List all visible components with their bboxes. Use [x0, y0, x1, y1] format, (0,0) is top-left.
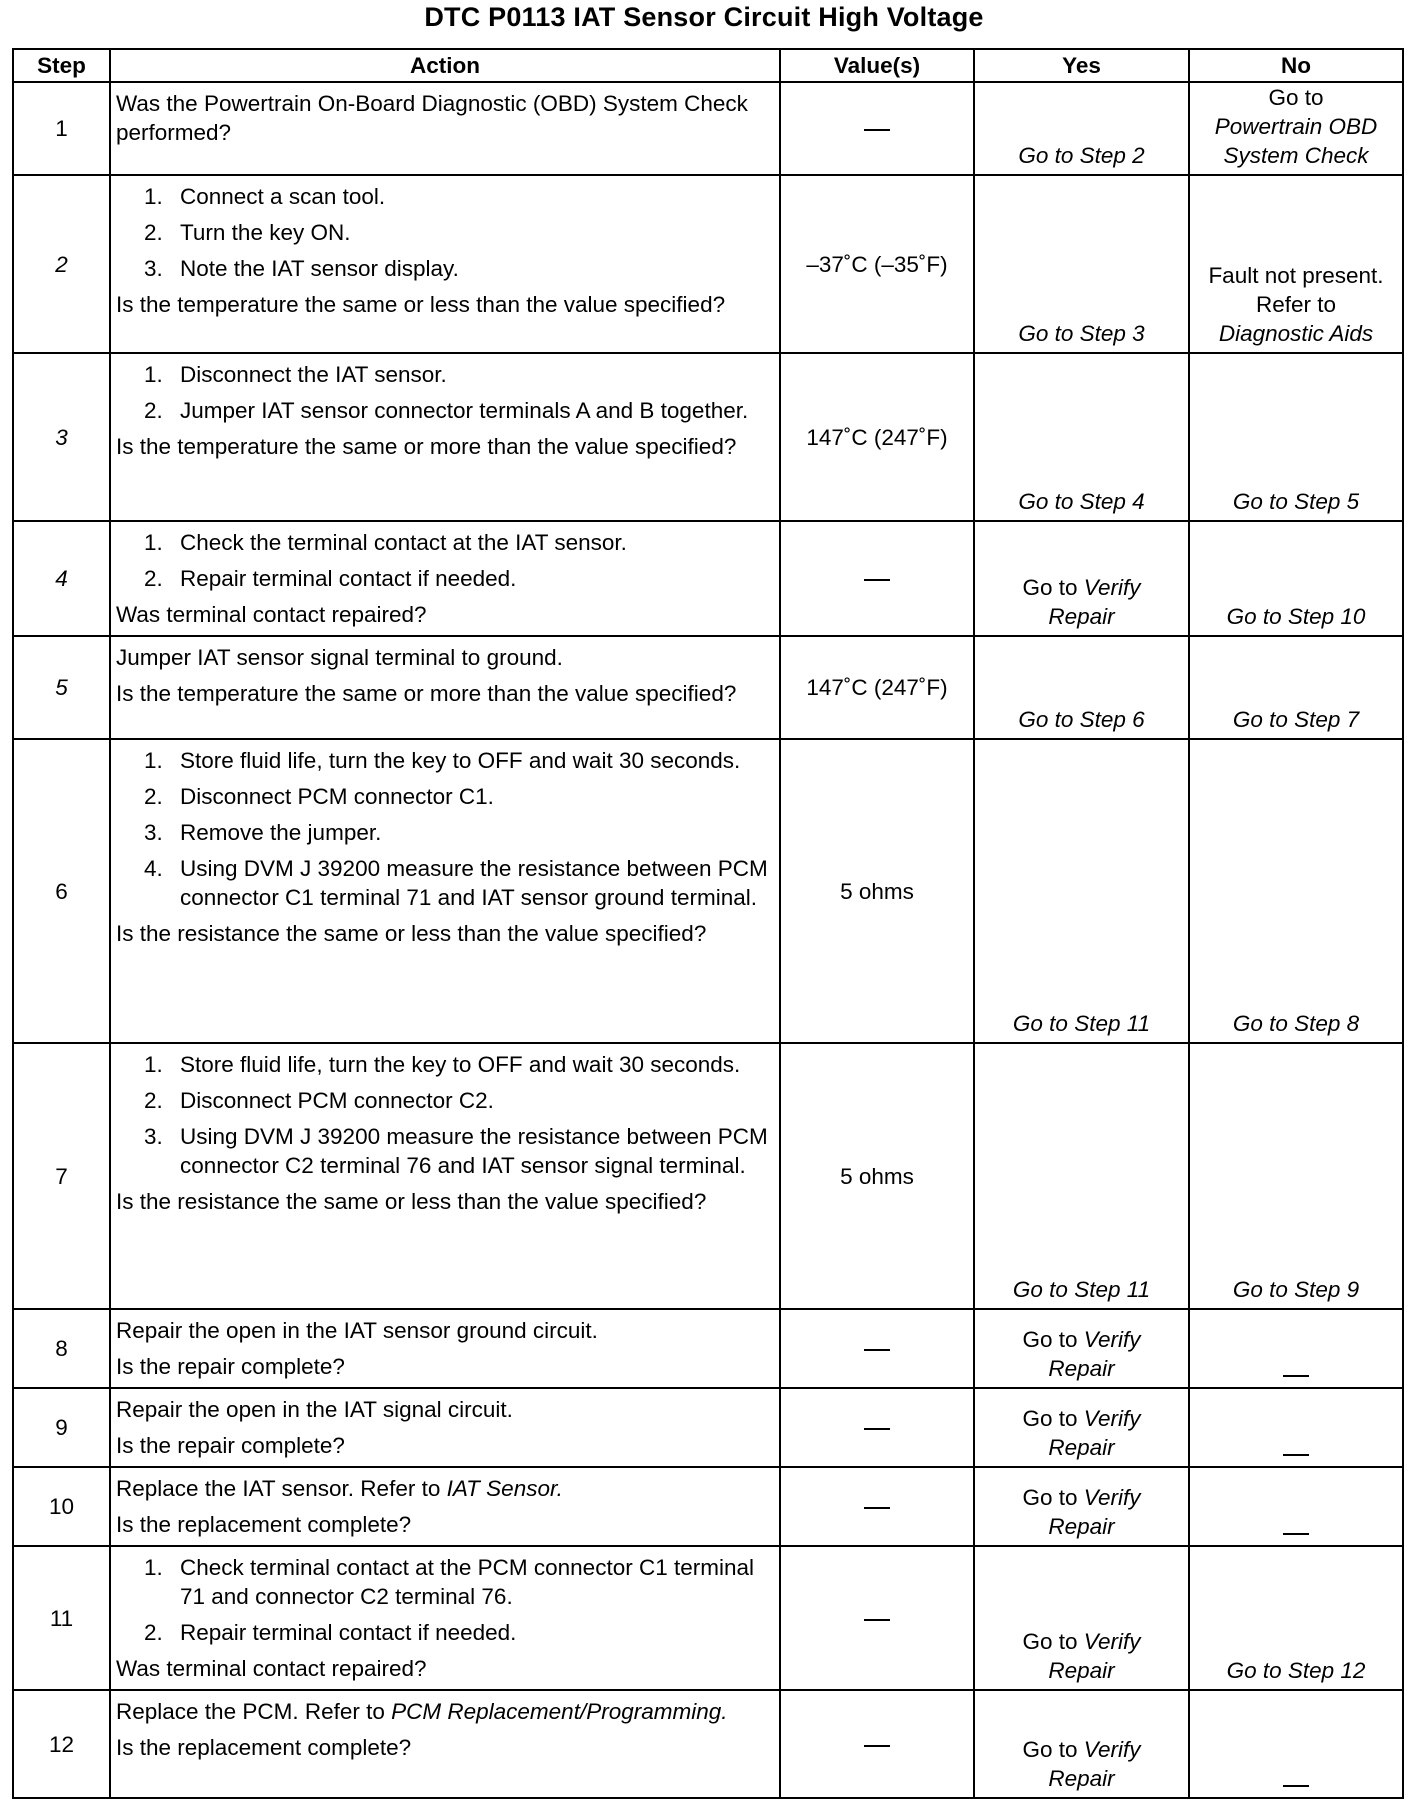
yes-link[interactable]: Verify: [1083, 1485, 1141, 1510]
step-number: 1: [13, 82, 110, 175]
dash-mark: [1283, 1785, 1309, 1787]
no-text: Go to: [1268, 85, 1324, 110]
list-item: 1. Check terminal contact at the PCM connector C1 terminal 71 and connector C2 terminal 76.: [144, 1555, 754, 1609]
yes-cell: [974, 636, 1189, 739]
list-item: 4. Using DVM J 39200 measure the resistance between PCM connector C1 terminal 71 and IAT sensor ground terminal.: [144, 856, 768, 910]
no-cell: [1189, 175, 1403, 353]
step-list: [116, 182, 774, 283]
yes-link[interactable]: Go to Step 2: [1018, 143, 1145, 168]
action-cell: [110, 1690, 780, 1798]
list-item: 2. Disconnect PCM connector C1.: [144, 784, 494, 809]
step-number: 5: [13, 636, 110, 739]
step-list: [116, 746, 774, 912]
yes-link[interactable]: Verify: [1083, 1629, 1141, 1654]
action-cell: [110, 82, 780, 175]
step-number: 6: [13, 739, 110, 1043]
action-text: Jumper IAT sensor signal terminal to ground.: [116, 645, 563, 670]
dash-mark: [1283, 1375, 1309, 1377]
no-text: Fault not present.: [1208, 263, 1384, 288]
no-link[interactable]: Go to Step 12: [1226, 1658, 1366, 1683]
step-number: 7: [13, 1043, 110, 1309]
action-cell: [110, 739, 780, 1043]
step-number: 8: [13, 1309, 110, 1388]
dash-mark: [864, 579, 890, 581]
no-cell: [1189, 353, 1403, 521]
no-link[interactable]: Go to Step 8: [1232, 1011, 1360, 1036]
yes-cell: Go to Verify Repair: [974, 1546, 1189, 1690]
step-list: [116, 360, 774, 425]
action-cell: [110, 1546, 780, 1690]
value-cell: [780, 1546, 974, 1690]
list-item: 2. Turn the key ON.: [144, 220, 351, 245]
list-item: 3. Note the IAT sensor display.: [144, 256, 459, 281]
action-cell: [110, 636, 780, 739]
question-text: Is the temperature the same or less than the value specified?: [116, 292, 726, 317]
question-text: Is the repair complete?: [116, 1433, 345, 1458]
table-row: [13, 82, 1403, 175]
no-cell: [1189, 1690, 1403, 1798]
no-link[interactable]: Powertrain OBD: [1214, 114, 1378, 139]
list-item: 1. Disconnect the IAT sensor.: [144, 362, 447, 387]
dash-mark: [1283, 1454, 1309, 1456]
list-item: 2. Repair terminal contact if needed.: [144, 566, 517, 591]
list-item: 2. Repair terminal contact if needed.: [144, 1620, 517, 1645]
table-row: [13, 1467, 1403, 1546]
action-text: Replace the IAT sensor. Refer to IAT Sensor.: [116, 1476, 563, 1501]
list-item: 1. Connect a scan tool.: [144, 184, 386, 209]
dash-mark: [1283, 1533, 1309, 1535]
table-row: [13, 521, 1403, 636]
yes-cell: Go to Verify Repair: [974, 1388, 1189, 1467]
list-item: 1. Check the terminal contact at the IAT sensor.: [144, 530, 627, 555]
no-cell: [1189, 1546, 1403, 1690]
header-row: [13, 49, 1403, 82]
step-list: [116, 528, 774, 593]
yes-link[interactable]: Go to Step 6: [1018, 707, 1145, 732]
yes-link[interactable]: Verify: [1083, 1737, 1141, 1762]
dash-mark: [864, 1507, 890, 1509]
table-row: [13, 175, 1403, 353]
no-link[interactable]: Diagnostic Aids: [1218, 321, 1374, 346]
value-cell: 5 ohms: [780, 739, 974, 1043]
table-row: [13, 1690, 1403, 1798]
table-row: [13, 739, 1403, 1043]
no-cell: [1189, 1388, 1403, 1467]
action-cell: [110, 1309, 780, 1388]
table-row: [13, 1309, 1403, 1388]
table-row: [13, 1388, 1403, 1467]
yes-cell: Go to Verify Repair: [974, 1690, 1189, 1798]
no-cell: [1189, 739, 1403, 1043]
yes-link[interactable]: Repair: [1048, 1435, 1115, 1460]
yes-cell: Go to Verify Repair: [974, 521, 1189, 636]
step-number: 2: [13, 175, 110, 353]
reference-link[interactable]: IAT Sensor.: [446, 1476, 563, 1501]
yes-link[interactable]: Verify: [1083, 575, 1141, 600]
header-no: No: [1189, 49, 1403, 82]
yes-cell: [974, 353, 1189, 521]
no-cell: [1189, 1309, 1403, 1388]
step-number: 11: [13, 1546, 110, 1690]
table-row: [13, 353, 1403, 521]
table-row: [13, 636, 1403, 739]
yes-link[interactable]: Repair: [1048, 604, 1115, 629]
list-item: 1. Store fluid life, turn the key to OFF and wait 30 seconds.: [144, 748, 741, 773]
no-cell: [1189, 636, 1403, 739]
list-item: 3. Using DVM J 39200 measure the resistance between PCM connector C2 terminal 76 and IAT sensor signal terminal.: [144, 1124, 768, 1178]
yes-link[interactable]: Verify: [1083, 1406, 1141, 1431]
value-cell: [780, 1388, 974, 1467]
header-yes: Yes: [974, 49, 1189, 82]
list-item: 1. Store fluid life, turn the key to OFF and wait 30 seconds.: [144, 1052, 741, 1077]
action-cell: [110, 1043, 780, 1309]
yes-link[interactable]: Repair: [1048, 1356, 1115, 1381]
value-cell: 147˚C (247˚F): [780, 636, 974, 739]
question-text: Is the resistance the same or less than the value specified?: [116, 921, 707, 946]
action-cell: [110, 1388, 780, 1467]
reference-link[interactable]: PCM Replacement/Programming.: [391, 1699, 728, 1724]
header-values: Value(s): [780, 49, 974, 82]
yes-link[interactable]: Go to Step 11: [1012, 1011, 1151, 1036]
dash-mark: [864, 1349, 890, 1351]
table-row: [13, 1546, 1403, 1690]
yes-cell: [974, 739, 1189, 1043]
diagnostic-table: [12, 48, 1404, 1799]
no-link[interactable]: Go to Step 5: [1232, 489, 1360, 514]
question-text: Is the replacement complete?: [116, 1735, 412, 1760]
dash-mark: [864, 1745, 890, 1747]
table-row: [13, 1043, 1403, 1309]
step-number: 12: [13, 1690, 110, 1798]
list-item: 2. Disconnect PCM connector C2.: [144, 1088, 494, 1113]
question-text: Is the temperature the same or more than the value specified?: [116, 681, 737, 706]
no-cell: [1189, 1467, 1403, 1546]
step-number: 3: [13, 353, 110, 521]
page-title: DTC P0113 IAT Sensor Circuit High Voltage: [424, 2, 984, 32]
step-list: [116, 1050, 774, 1180]
question-text: Is the replacement complete?: [116, 1512, 412, 1537]
value-cell: [780, 1690, 974, 1798]
step-list: [116, 1553, 774, 1647]
yes-cell: [974, 175, 1189, 353]
no-cell: [1189, 1043, 1403, 1309]
yes-link[interactable]: Repair: [1048, 1766, 1115, 1791]
question-text: Was the Powertrain On-Board Diagnostic (OBD) System Check performed?: [116, 91, 748, 145]
question-text: Was terminal contact repaired?: [116, 1656, 427, 1681]
question-text: Is the resistance the same or less than the value specified?: [116, 1189, 707, 1214]
list-item: 2. Jumper IAT sensor connector terminals A and B together.: [144, 398, 749, 423]
step-number: 10: [13, 1467, 110, 1546]
no-text: Refer to: [1255, 292, 1337, 317]
no-link[interactable]: System Check: [1223, 143, 1369, 168]
header-action: Action: [110, 49, 780, 82]
yes-cell: [974, 82, 1189, 175]
step-number: 9: [13, 1388, 110, 1467]
no-link[interactable]: Go to Step 9: [1232, 1277, 1360, 1302]
step-number: 4: [13, 521, 110, 636]
yes-cell: Go to Verify Repair: [974, 1467, 1189, 1546]
list-item: 3. Remove the jumper.: [144, 820, 382, 845]
dash-mark: [864, 1428, 890, 1430]
value-cell: –37˚C (–35˚F): [780, 175, 974, 353]
action-text: Repair the open in the IAT signal circuit.: [116, 1397, 513, 1422]
no-link[interactable]: Go to Step 7: [1232, 707, 1360, 732]
value-cell: [780, 1467, 974, 1546]
yes-link[interactable]: Repair: [1048, 1514, 1115, 1539]
action-cell: [110, 521, 780, 636]
yes-link[interactable]: Go to Step 3: [1018, 321, 1145, 346]
action-cell: [110, 1467, 780, 1546]
header-step: Step: [13, 49, 110, 82]
value-cell: 147˚C (247˚F): [780, 353, 974, 521]
action-text: Repair the open in the IAT sensor ground circuit.: [116, 1318, 598, 1343]
no-cell: [1189, 82, 1403, 175]
dash-mark: [864, 129, 890, 131]
yes-link[interactable]: Verify: [1083, 1327, 1141, 1352]
value-cell: 5 ohms: [780, 1043, 974, 1309]
action-cell: [110, 175, 780, 353]
action-cell: [110, 353, 780, 521]
question-text: Was terminal contact repaired?: [116, 602, 427, 627]
yes-cell: [974, 1043, 1189, 1309]
no-cell: [1189, 521, 1403, 636]
question-text: Is the temperature the same or more than the value specified?: [116, 434, 737, 459]
value-cell: [780, 521, 974, 636]
dash-mark: [864, 1619, 890, 1621]
value-cell: [780, 82, 974, 175]
yes-link[interactable]: Go to Step 4: [1018, 489, 1145, 514]
value-cell: [780, 1309, 974, 1388]
yes-link[interactable]: Go to Step 11: [1012, 1277, 1151, 1302]
question-text: Is the repair complete?: [116, 1354, 345, 1379]
action-text: Replace the PCM. Refer to PCM Replacement/Programming.: [116, 1699, 728, 1724]
yes-link[interactable]: Repair: [1048, 1658, 1115, 1683]
yes-cell: Go to Verify Repair: [974, 1309, 1189, 1388]
no-link[interactable]: Go to Step 10: [1226, 604, 1366, 629]
